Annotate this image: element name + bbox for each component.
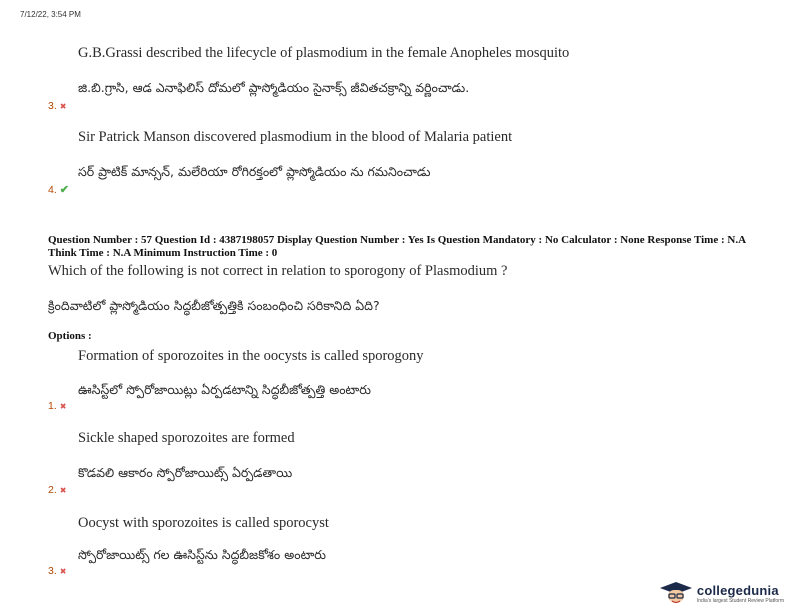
correct-check-icon: ✔ <box>59 184 69 196</box>
prev-option-4-telugu: సర్ ప్రాటిక్ మాన్సన్, మలేరియా రోగిరక్తంలో ప్లాస్మోడియం ను గమనించాడు <box>78 164 431 179</box>
print-timestamp: 7/12/22, 3:54 PM <box>20 10 81 19</box>
option-3-label <box>48 565 66 577</box>
options-heading: Options : <box>48 330 92 342</box>
collegedunia-logo <box>659 580 784 606</box>
question-text-english: Which of the following is not correct in relation to sporogony of Plasmodium ? <box>48 263 508 279</box>
graduate-mascot-icon <box>659 580 693 606</box>
wrong-mark-icon: ✖ <box>59 102 67 111</box>
option-3-telugu: స్పోరోజాయిట్స్ గల ఊసిస్ట్‌ను సిద్ధబీజకోశం అంటారు <box>78 547 326 562</box>
prev-option-4-label <box>48 183 69 196</box>
option-3-english: Oocyst with sporozoites is called sporocyst <box>78 515 329 531</box>
prev-option-3-english: G.B.Grassi described the lifecycle of plasmodium in the female Anopheles mosquito <box>78 45 570 61</box>
question-metadata: Question Number : 57 Question Id : 4387198057 Display Question Number : Yes Is Question Mandatory : No Calculator : None Response Time : N.A Think Time : N.A Minimum Instruction Time : 0 <box>48 234 746 259</box>
option-1-english: Formation of sporozoites in the oocysts is called sporogony <box>78 348 424 364</box>
prev-option-4-english: Sir Patrick Manson discovered plasmodium in the blood of Malaria patient <box>78 129 513 145</box>
logo-name: collegedunia <box>696 582 779 598</box>
option-number: 3. <box>48 100 57 112</box>
prev-option-3-telugu: జి.బి.గ్రాసి, ఆడ ఎనాఫిలిస్ దోమలో ప్లాస్మోడియం సైనాక్స్ జీవితచక్రాన్ని వర్ణించాడు. <box>78 80 470 95</box>
wrong-mark-icon: ✖ <box>59 567 67 576</box>
option-number: 3. <box>48 565 57 577</box>
logo-tagline: India's largest Student Review Platform <box>696 597 784 604</box>
option-2-telugu: కొడవలి ఆకారం స్పోరోజాయిట్స్ ఏర్పడతాయి <box>78 465 293 480</box>
wrong-mark-icon: ✖ <box>59 486 67 495</box>
wrong-mark-icon: ✖ <box>59 402 67 411</box>
option-number: 2. <box>48 484 57 496</box>
option-2-english: Sickle shaped sporozoites are formed <box>78 430 295 446</box>
option-number: 4. <box>48 184 57 196</box>
question-text-telugu: క్రిందివాటిలో ప్లాస్మోడియం సిద్ధబీజోత్పత్తికి సంబంధించి సరికానిది ఏది? <box>48 298 380 313</box>
option-2-label <box>48 484 66 496</box>
option-number: 1. <box>48 400 57 412</box>
option-1-telugu: ఊసిస్ట్‌లో స్పోరోజాయిట్లు ఏర్పడటాన్ని సిద్ధబీజోత్పత్తి అంటారు <box>78 382 371 397</box>
option-1-label <box>48 400 66 412</box>
prev-option-3-label <box>48 100 66 112</box>
